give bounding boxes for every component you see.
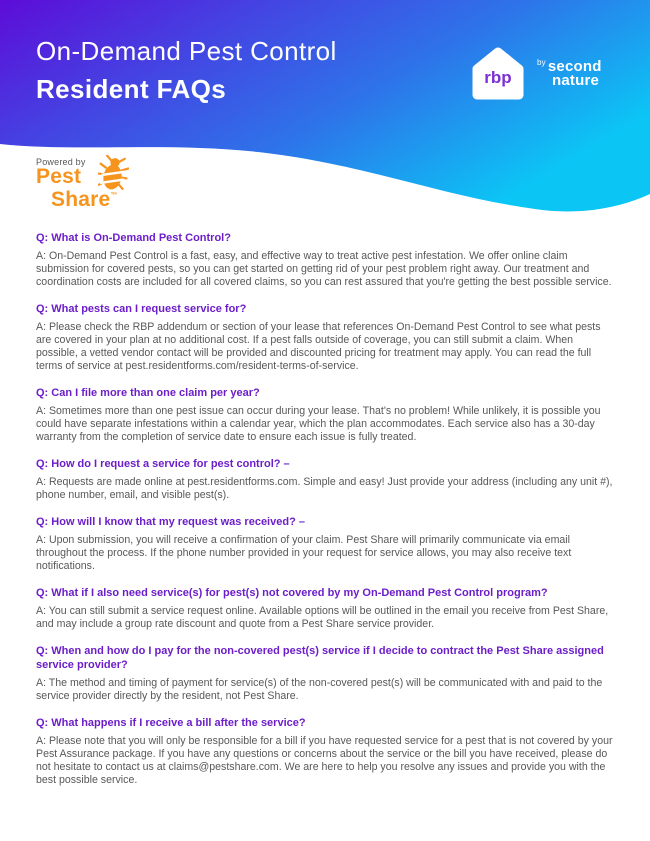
faq-answer: A: On-Demand Pest Control is a fast, easy, and effective way to treat active pest infestation. We offer online claim submission for covered pests, so you can get started on getting rid of your pest problem right away. Our treatment and coordination costs are included for all covered claims, so you can rest assured that you're getting the best possible service. bbox=[36, 250, 612, 288]
second-nature-logo bbox=[537, 56, 602, 88]
brand-second: second bbox=[547, 58, 602, 75]
faq-item bbox=[36, 716, 616, 787]
by-label: by bbox=[537, 58, 546, 67]
powered-by-label: Powered by bbox=[36, 157, 86, 167]
trademark-symbol: ™ bbox=[110, 192, 118, 199]
page-subtitle: Resident FAQs bbox=[36, 74, 227, 104]
faq-item bbox=[36, 515, 616, 573]
faq-answer: A: Please note that you will only be responsible for a bill if you have requested service for a pest that is not covered by your Pest Assurance package. If you have any questions or concerns about the service or the bill you have received, please do not hesitate to contact us at claims@pestshare.com. We are here to help you resolve any issues and provide you with the best possible service. bbox=[36, 735, 613, 786]
faq-item bbox=[36, 231, 616, 289]
faq-question: Q: Can I file more than one claim per year? bbox=[36, 387, 260, 399]
faq-answer: A: Upon submission, you will receive a confirmation of your claim. Pest Share will primarily communicate via email throughout the process. If the phone number provided in your request for service allows, you may also receive text notifications. bbox=[36, 534, 572, 572]
rbp-logo-icon bbox=[466, 42, 530, 106]
faq-question: Q: How do I request a service for pest control? – bbox=[36, 458, 290, 470]
faq-question: Q: What is On-Demand Pest Control? bbox=[36, 232, 231, 244]
faq-answer: A: Sometimes more than one pest issue can occur during your lease. That's no problem! While unlikely, it is possible you could have separate infestations within a calendar year, which the plan accommodates. Each service also has a 30-day warranty from the completion of service date to ensure each issue is fully treated. bbox=[36, 405, 601, 443]
faq-item bbox=[36, 302, 616, 373]
pestshare-word-share: Share™ bbox=[51, 188, 118, 211]
faq-answer: A: Please check the RBP addendum or section of your lease that references On-Demand Pest Control to see what pests are covered in your plan at no additional cost. If a pest falls outside of coverage, you can still submit a claim. When possible, a vetted vendor contact will be provided and discounted pricing for treatment may apply. You can read the full terms of service at pest.residentforms.com/resident-terms-of-service. bbox=[36, 321, 601, 372]
faq-question: Q: What pests can I request service for? bbox=[36, 303, 247, 315]
faq-item bbox=[36, 386, 616, 444]
faq-list bbox=[36, 231, 616, 800]
faq-item bbox=[36, 586, 616, 631]
page-title: On-Demand Pest Control bbox=[36, 36, 337, 66]
faq-question: Q: When and how do I pay for the non-covered pest(s) service if I decide to contract the Pest Share assigned service provider? bbox=[36, 645, 604, 671]
faq-item bbox=[36, 644, 616, 703]
pestshare-logo bbox=[36, 157, 156, 217]
faq-answer: A: Requests are made online at pest.residentforms.com. Simple and easy! Just provide your address (including any unit #), phone number, email, and visible pest(s). bbox=[36, 476, 613, 501]
rbp-logo-text: rbp bbox=[484, 68, 512, 87]
pestshare-word-pest: Pest bbox=[36, 165, 82, 188]
faq-question: Q: What if I also need service(s) for pest(s) not covered by my On-Demand Pest Control program? bbox=[36, 587, 548, 599]
beetle-icon bbox=[98, 155, 129, 193]
brand-nature: nature bbox=[552, 72, 600, 89]
faq-answer: A: The method and timing of payment for service(s) of the non-covered pest(s) will be communicated with and paid to the service provider directly by the resident, not Pest Share. bbox=[36, 677, 603, 702]
faq-question: Q: How will I know that my request was received? – bbox=[36, 516, 305, 528]
faq-answer: A: You can still submit a service request online. Available options will be outlined in the email you receive from Pest Share, and may include a group rate discount and quote from a Pest Share service provider. bbox=[36, 605, 609, 630]
faq-question: Q: What happens if I receive a bill after the service? bbox=[36, 717, 306, 729]
header-title-block bbox=[36, 34, 337, 106]
faq-item bbox=[36, 457, 616, 502]
